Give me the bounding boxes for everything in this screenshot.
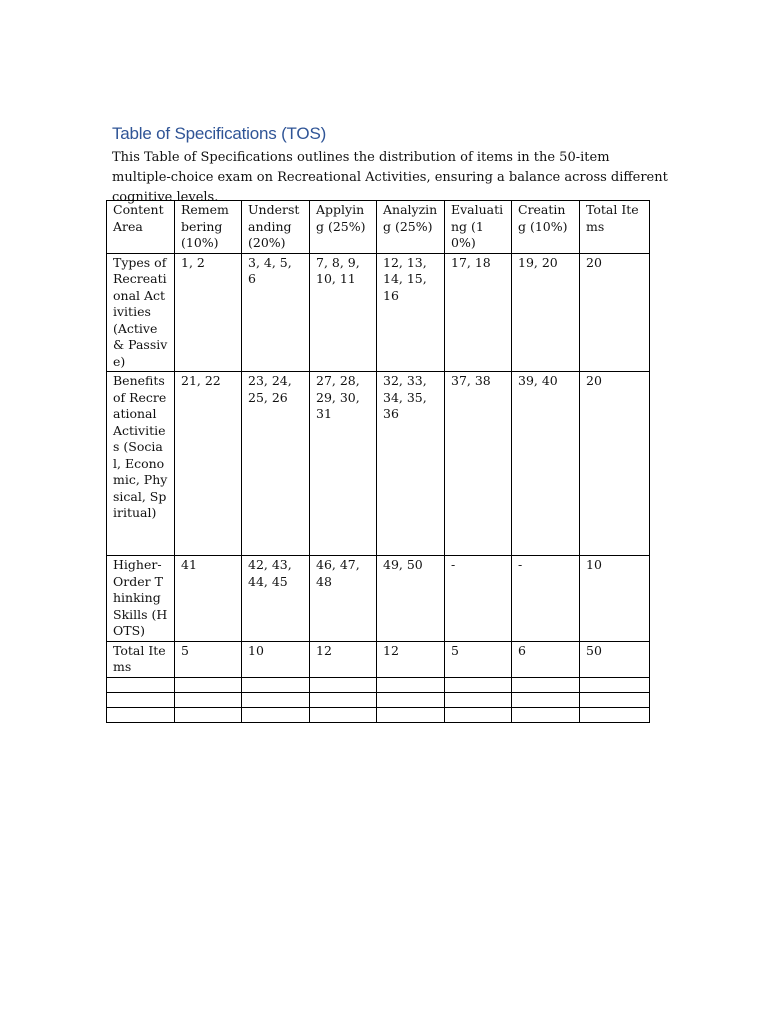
- empty-cell: [107, 677, 175, 692]
- table-cell: 39, 40: [512, 372, 580, 556]
- table-cell: 10: [580, 556, 650, 642]
- table-cell: 41: [175, 556, 242, 642]
- table-cell: 27, 28, 29, 30, 31: [310, 372, 377, 556]
- empty-cell: [107, 692, 175, 707]
- empty-cell: [310, 692, 377, 707]
- table-cell: 17, 18: [445, 253, 512, 372]
- empty-cell: [512, 677, 580, 692]
- table-cell: Higher-Order Thinking Skills (HOTS): [107, 556, 175, 642]
- table-cell: 12, 13, 14, 15, 16: [377, 253, 445, 372]
- table-cell: 42, 43, 44, 45: [242, 556, 310, 642]
- empty-cell: [310, 707, 377, 722]
- empty-cell: [445, 677, 512, 692]
- table-cell: 50: [580, 641, 650, 677]
- table-cell: 12: [377, 641, 445, 677]
- table-cell: -: [445, 556, 512, 642]
- table-cell: 19, 20: [512, 253, 580, 372]
- empty-cell: [175, 692, 242, 707]
- table-cell: 20: [580, 253, 650, 372]
- header-cell: Analyzing (25%): [377, 201, 445, 254]
- empty-cell: [175, 677, 242, 692]
- table-row: [107, 556, 650, 642]
- table-row: [107, 372, 650, 556]
- empty-cell: [310, 677, 377, 692]
- empty-cell: [512, 707, 580, 722]
- empty-cell: [377, 677, 445, 692]
- header-cell: Understanding (20%): [242, 201, 310, 254]
- empty-cell: [580, 692, 650, 707]
- table-cell: 12: [310, 641, 377, 677]
- table-cell: 49, 50: [377, 556, 445, 642]
- table-cell: 37, 38: [445, 372, 512, 556]
- table-cell: Types of Recreational Activities (Active & Passive): [107, 253, 175, 372]
- table-cell: 20: [580, 372, 650, 556]
- table-cell: 23, 24, 25, 26: [242, 372, 310, 556]
- table-cell: 10: [242, 641, 310, 677]
- empty-cell: [445, 692, 512, 707]
- table-cell: Total Items: [107, 641, 175, 677]
- table-cell: 1, 2: [175, 253, 242, 372]
- empty-table-row: [107, 692, 650, 707]
- table-cell: Benefits of Recreational Activities (Social, Economic, Physical, Spiritual): [107, 372, 175, 556]
- table-cell: 46, 47, 48: [310, 556, 377, 642]
- table-cell: 32, 33, 34, 35, 36: [377, 372, 445, 556]
- empty-cell: [242, 677, 310, 692]
- header-cell: Applying (25%): [310, 201, 377, 254]
- header-cell: Remembering (10%): [175, 201, 242, 254]
- table-row: [107, 253, 650, 372]
- table-cell: 5: [175, 641, 242, 677]
- specifications-table: [106, 200, 650, 723]
- empty-cell: [445, 707, 512, 722]
- empty-table-row: [107, 707, 650, 722]
- table-cell: 5: [445, 641, 512, 677]
- empty-cell: [242, 692, 310, 707]
- document-title: Table of Specifications (TOS): [112, 124, 327, 143]
- empty-cell: [107, 707, 175, 722]
- table-header-row: [107, 201, 650, 254]
- table-cell: -: [512, 556, 580, 642]
- header-cell: Content Area: [107, 201, 175, 254]
- table-cell: 6: [512, 641, 580, 677]
- empty-cell: [580, 707, 650, 722]
- empty-cell: [377, 707, 445, 722]
- empty-table-row: [107, 677, 650, 692]
- table-cell: 21, 22: [175, 372, 242, 556]
- table-row: [107, 641, 650, 677]
- table-cell: 7, 8, 9, 10, 11: [310, 253, 377, 372]
- empty-cell: [377, 692, 445, 707]
- intro-paragraph: This Table of Specifications outlines the distribution of items in the 50-item multiple-choice exam on Recreational Activities, ensuring a balance across different cognitive levels.: [112, 150, 668, 205]
- empty-cell: [175, 707, 242, 722]
- empty-cell: [580, 677, 650, 692]
- header-cell: Creating (10%): [512, 201, 580, 254]
- header-cell: Evaluating (10%): [445, 201, 512, 254]
- empty-cell: [242, 707, 310, 722]
- table-cell: 3, 4, 5, 6: [242, 253, 310, 372]
- empty-cell: [512, 692, 580, 707]
- header-cell: Total Items: [580, 201, 650, 254]
